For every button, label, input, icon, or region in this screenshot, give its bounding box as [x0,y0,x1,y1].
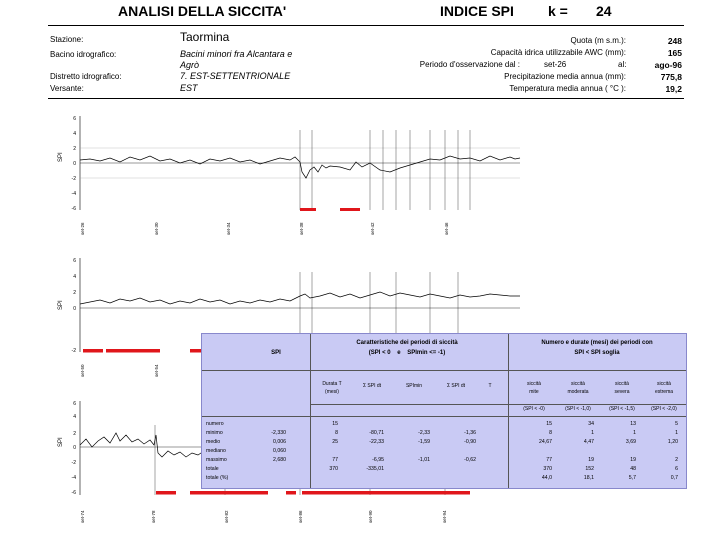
row-severa: 3,69 [625,439,636,445]
panel3-ytick: -6 [71,490,76,496]
row-label: totale (%) [206,475,229,481]
panel3-yticks [72,401,77,496]
table-row [202,475,686,484]
panel1-xtick: set-38 [299,222,304,235]
threshold-estrema: (SPI < -2,0) [651,406,677,412]
panel1-yticks [72,116,77,212]
k-label: k = [548,3,568,19]
row-moderata: 4,47 [583,439,594,445]
panel1-ytick-m4: -4 [71,191,76,197]
overlay-divider [310,404,686,405]
row-spi: -2,330 [271,430,286,436]
drought-bar [190,491,268,495]
row-mite: 77 [546,457,552,463]
siccita-severa-header: siccità [615,381,629,387]
panel2-yticks [72,258,77,354]
quota-label: Quota (m s.m.): [570,36,626,45]
panel3-xtick: set-94 [442,510,447,523]
panel1-ytick-6: 6 [73,116,76,122]
panel2-xtick: set-54 [154,364,159,377]
row-label: numero [206,421,224,427]
threshold-mite: (SPI < -0) [523,406,545,412]
panel2-ytick: 4 [73,274,76,280]
row-label: minimo [206,430,223,436]
versante-value: EST [180,83,198,93]
panel3-xtick: set-86 [298,510,303,523]
drought-bar [302,491,470,495]
row-severa: 1 [633,430,636,436]
panel2-xtick: set-50 [80,364,85,377]
siccita-mite-sub: mite [529,389,539,395]
siccita-estrema-header: siccità [657,381,671,387]
threshold-periods-title: Numero e durate (mesi) dei periodi con [541,340,653,346]
siccita-moderata-sub: moderata [567,389,589,395]
siccita-mite-header: siccità [527,381,541,387]
drought-characteristics-title: Caratteristiche dei periodi di siccità [356,340,458,346]
table-row [202,448,686,457]
t-header: T [488,383,492,389]
info-divider [48,98,684,99]
row-sum-spi-dt-t: -0,90 [464,439,476,445]
header-divider [48,25,684,26]
panel1-ytick-4: 4 [73,131,76,137]
row-label: totale [206,466,219,472]
periodo-label: Periodo d'osservazione dal : [419,60,520,69]
quota-value: 248 [667,36,682,46]
page-title: ANALISI DELLA SICCITA' [118,3,287,19]
panel2-drought-bars [83,349,202,353]
table-row [202,457,686,466]
row-label: massimo [206,457,227,463]
panel3-ylabel: SPI [58,437,64,447]
periodo-to: ago-96 [654,60,682,70]
sum-spi-dt-t-header: Σ SPI dt [446,383,466,389]
siccita-moderata-header: siccità [571,381,585,387]
row-mite: 15 [546,421,552,427]
row-estrema: 5 [675,421,678,427]
row-label: mediano [206,448,226,454]
row-durata: 25 [332,439,338,445]
row-mite: 44,0 [541,475,552,481]
precip-label: Precipitazione media annua (mm): [504,72,626,81]
panel1-xtick: set-42 [370,222,375,235]
row-spimin: -1,01 [418,457,430,463]
table-row [202,430,686,439]
panel2-xticks [80,364,159,377]
row-severa: 48 [630,466,636,472]
periodo-al: al: [618,60,627,69]
k-value: 24 [596,3,612,19]
versante-label: Versante: [50,84,84,93]
panel1-ytick-2: 2 [73,146,76,152]
panel1-xticks [80,222,449,235]
spimin-header: SPImin [405,383,423,389]
row-mite: 8 [549,430,552,436]
siccita-estrema-sub: estrema [654,389,674,395]
panel2-ytick: 2 [73,290,76,296]
table-row [202,439,686,448]
table-row [202,466,686,475]
row-spi: 2,680 [273,457,286,463]
drought-bar [156,491,176,495]
threshold-moderata: (SPI < -1,0) [565,406,591,412]
panel3-ytick: 6 [73,401,76,407]
row-spimin: -2,33 [418,430,430,436]
durata-unit: (mesi) [325,389,339,395]
row-estrema: 1 [675,430,678,436]
row-durata: 370 [329,466,338,472]
panel3-ytick: -2 [71,460,76,466]
sum-spi-dt-header: Σ SPI dt [362,383,382,389]
panel2-ytick: -2 [71,348,76,354]
panel2-ytick: 0 [73,306,76,312]
distretto-value: 7. EST-SETTENTRIONALE [180,71,291,81]
row-estrema: 6 [675,466,678,472]
row-moderata: 18,1 [583,475,594,481]
panel2-ylabel: SPI [58,300,64,310]
row-sum-spi-dt: -80,71 [369,430,384,436]
row-severa: 19 [630,457,636,463]
row-sum-spi-dt-t: -0,62 [464,457,476,463]
spi-statistics-panel [201,333,687,489]
drought-bar [340,208,360,211]
row-sum-spi-dt-t: -1,36 [464,430,476,436]
panel3-xtick: set-90 [368,510,373,523]
precip-value: 775,8 [660,72,682,82]
row-spi: 0,006 [273,439,286,445]
stazione-value: Taormina [180,30,230,44]
row-severa: 5,7 [628,475,636,481]
row-sum-spi-dt: -6,95 [372,457,384,463]
row-severa: 13 [630,421,636,427]
row-spi: 0,060 [273,448,286,454]
overlay-divider [202,416,686,417]
panel3-ytick: 4 [73,414,76,420]
panel1-vgrid [300,130,470,210]
panel1-xtick: set-46 [444,222,449,235]
row-spimin: -1,59 [418,439,430,445]
row-sum-spi-dt: -22,33 [369,439,384,445]
panel1-ytick-m2: -2 [71,176,76,182]
temp-value: 19,2 [665,84,682,94]
panel1-ytick-0: 0 [73,161,76,167]
panel1-xtick: set-26 [80,222,85,235]
row-moderata: 34 [588,421,594,427]
spi-column-title: SPI [271,350,281,356]
bacino-value-line1: Bacini minori fra Alcantara e [180,49,293,59]
panel3-xticks [80,510,447,523]
panel3-ytick: -4 [71,475,76,481]
panel3-ytick: 0 [73,445,76,451]
panel1-xtick: set-34 [226,222,231,235]
table-row [202,421,686,430]
row-estrema: 0,7 [670,475,678,481]
spi-chart-panel-1 [50,110,530,240]
row-estrema: 2 [675,457,678,463]
row-estrema: 1,20 [667,439,678,445]
panel1-xtick: set-30 [154,222,159,235]
threshold-severa: (SPI < -1,5) [609,406,635,412]
threshold-periods-subtitle: SPI < SPI soglia [574,350,620,356]
row-moderata: 1 [591,430,594,436]
temp-label: Temperatura media annua ( °C ): [509,84,626,93]
row-durata: 77 [332,457,338,463]
panel3-xtick: set-78 [151,510,156,523]
row-moderata: 152 [585,466,594,472]
drought-bar [300,208,316,211]
row-mite: 370 [543,466,552,472]
awc-value: 165 [667,48,682,58]
panel1-ytick-m6: -6 [71,206,76,212]
bacino-value-line2: Agrò [180,60,200,70]
panel3-xtick: set-82 [224,510,229,523]
overlay-divider [202,370,686,371]
drought-bar [286,491,296,495]
index-label: INDICE SPI [440,3,514,19]
stazione-label: Stazione: [50,35,84,44]
row-durata: 15 [332,421,338,427]
siccita-severa-sub: severa [614,389,630,395]
row-sum-spi-dt: -335,01 [366,466,384,472]
awc-label: Capacità idrica utilizzabile AWC (mm): [490,48,626,57]
panel3-ytick: 2 [73,431,76,437]
panel3-drought-bars [156,491,470,495]
distretto-label: Distretto idrografico: [50,72,122,81]
drought-bar [83,349,103,353]
bacino-label: Bacino idrografico: [50,50,117,59]
panel3-xtick: set-74 [80,510,85,523]
row-durata: 8 [335,430,338,436]
panel2-ytick: 6 [73,258,76,264]
drought-characteristics-subtitle: (SPI < 0 e SPImin <= -1) [368,350,446,356]
row-moderata: 19 [588,457,594,463]
durata-header: Durata T [322,381,342,387]
row-mite: 24,67 [539,439,552,445]
drought-bar [106,349,160,353]
panel2-vgrid [300,272,458,337]
periodo-from: set-26 [544,60,567,69]
panel1-drought-bars [300,208,360,211]
row-label: medio [206,439,221,445]
panel1-ylabel: SPI [58,152,64,162]
